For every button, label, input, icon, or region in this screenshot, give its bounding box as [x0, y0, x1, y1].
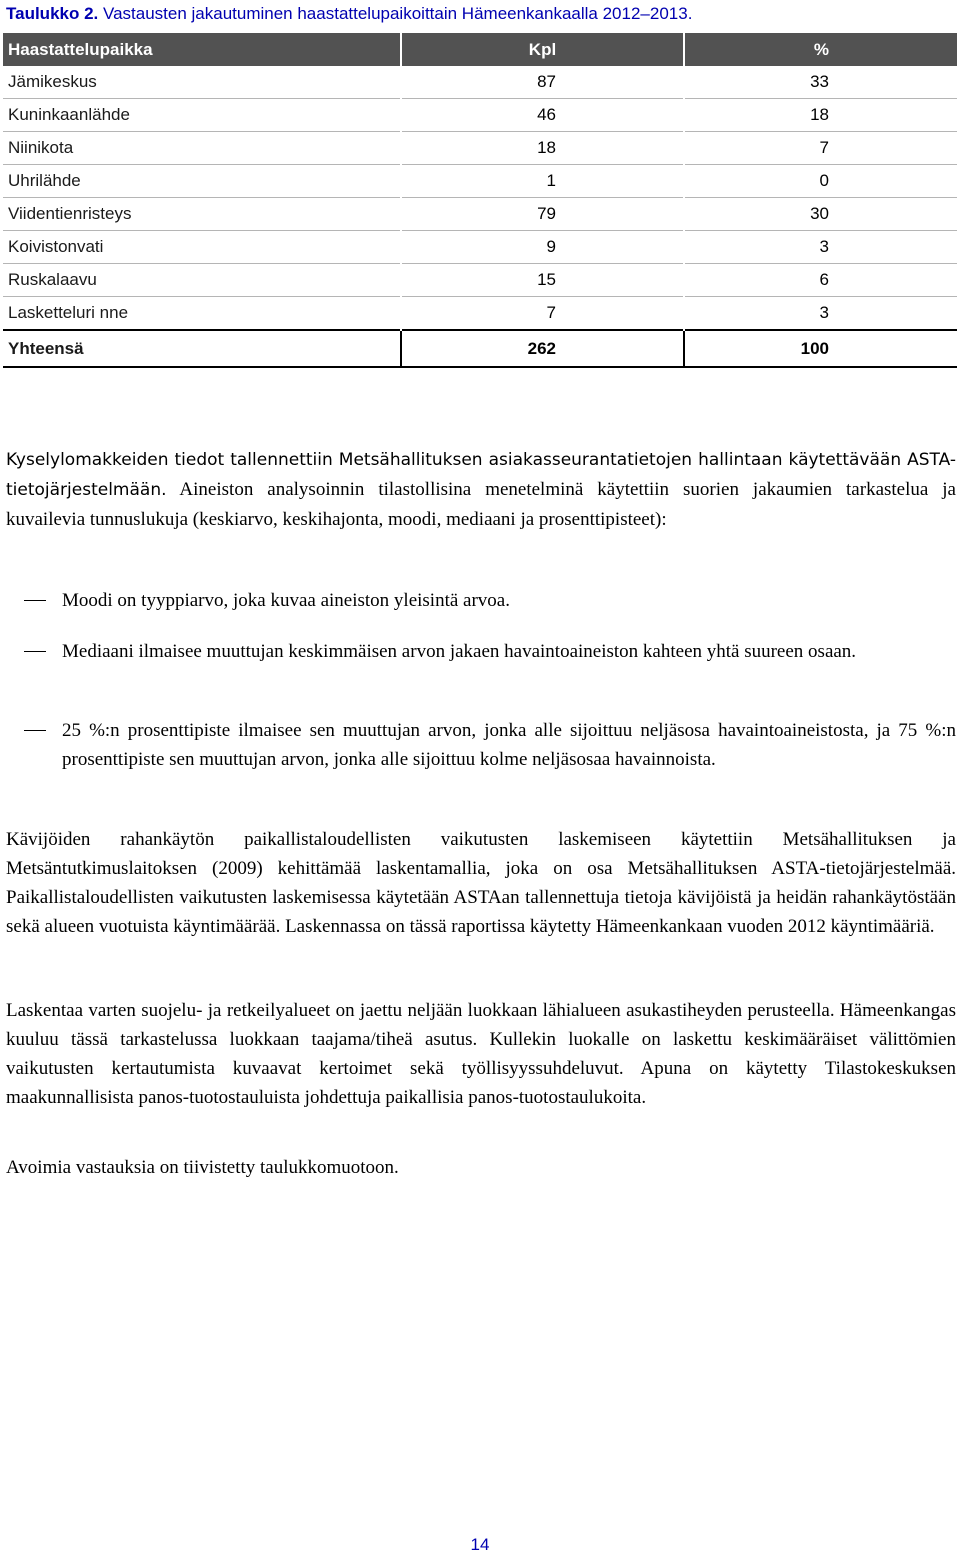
table-header-row — [3, 33, 957, 66]
cell-percent: 18 — [684, 99, 957, 132]
cell-count: 15 — [401, 264, 684, 297]
cell-count: 87 — [401, 66, 684, 99]
dash-bullet-icon — [24, 651, 46, 652]
cell-location: Niinikota — [3, 132, 401, 165]
table-row — [3, 132, 957, 165]
table-row — [3, 198, 957, 231]
cell-percent: 6 — [684, 264, 957, 297]
table-row — [3, 231, 957, 264]
bullet-text: Moodi on tyyppiarvo, joka kuvaa aineiston yleisintä arvoa. — [62, 590, 510, 611]
cell-percent: 33 — [684, 66, 957, 99]
cell-location: Lasketteluri nne — [3, 297, 401, 331]
paragraph-methods-serif: Aineiston analysoinnin tilastollisina menetelminä käytettiin suorien jakaumien tarkastelua ja kuvailevia tunnuslukuja (keskiarvo, keskihajonta, moodi, mediaani ja prosenttipisteet): — [6, 479, 956, 530]
interview-location-table — [3, 33, 957, 368]
cell-location: Jämikeskus — [3, 66, 401, 99]
paragraph-open-answers: Avoimia vastauksia on tiivistetty taulukkomuotoon. — [6, 1157, 399, 1178]
total-percent: 100 — [684, 330, 957, 367]
cell-location: Uhrilähde — [3, 165, 401, 198]
table-total-row — [3, 330, 957, 367]
cell-count: 79 — [401, 198, 684, 231]
cell-percent: 7 — [684, 132, 957, 165]
cell-percent: 0 — [684, 165, 957, 198]
dash-bullet-icon — [24, 600, 46, 601]
bullet-item-mode — [6, 586, 956, 615]
cell-percent: 30 — [684, 198, 957, 231]
header-count: Kpl — [401, 33, 684, 66]
bullet-item-percentile — [6, 716, 956, 774]
paragraph-methods-sans: Kyselylomakkeiden tiedot tallennettiin Metsähallituksen asiakasseurantatietojen hallintaan käytettävään ASTA-tietojärjestelmään. — [6, 450, 956, 500]
table-caption-text: Vastausten jakautuminen haastattelupaikoittain Hämeenkankaalla 2012–2013. — [98, 4, 693, 23]
paragraph-methods — [6, 446, 956, 535]
dash-bullet-icon — [24, 730, 46, 731]
paragraph-economic-impact: Kävijöiden rahankäytön paikallistaloudellisten vaikutusten laskemiseen käytettiin Metsähallituksen ja Metsäntutkimuslaitoksen (2009) kehittämää laskentamallia, joka on osa Metsähallituksen ASTA-tietojärjestelmää. Paikallistaloudellisten vaikutusten laskemisessa käytetään ASTAan tallennettuja tietoja kävijöistä ja heidän rahankäytöstään sekä alueen vuotuista käyntimäärää. Laskennassa on tässä raportissa käytetty Hämeenkankaan vuoden 2012 käyntimääriä. — [6, 829, 956, 937]
table-caption-label: Taulukko 2. — [6, 4, 99, 23]
cell-percent: 3 — [684, 297, 957, 331]
cell-location: Kuninkaanlähde — [3, 99, 401, 132]
cell-percent: 3 — [684, 231, 957, 264]
table-row — [3, 66, 957, 99]
cell-count: 1 — [401, 165, 684, 198]
cell-count: 18 — [401, 132, 684, 165]
cell-location: Viidentienristeys — [3, 198, 401, 231]
table-row — [3, 264, 957, 297]
cell-count: 9 — [401, 231, 684, 264]
cell-count: 7 — [401, 297, 684, 331]
cell-count: 46 — [401, 99, 684, 132]
bullet-text: Mediaani ilmaisee muuttujan keskimmäisen arvon jakaen havaintoaineiston kahteen yhtä suureen osaan. — [62, 641, 857, 662]
cell-location: Ruskalaavu — [3, 264, 401, 297]
bullet-text: 25 %:n prosenttipiste ilmaisee sen muuttujan arvon, jonka alle sijoittuu neljäsosa havaintoaineistosta, ja 75 %:n prosenttipiste sen muuttujan arvon, jonka alle sijoittuu kolme neljäsosaa havainnoista. — [62, 720, 956, 770]
header-location: Haastattelupaikka — [3, 33, 401, 66]
table-row — [3, 165, 957, 198]
cell-location: Koivistonvati — [3, 231, 401, 264]
total-count: 262 — [401, 330, 684, 367]
table-row — [3, 297, 957, 331]
total-label: Yhteensä — [3, 330, 401, 367]
header-percent: % — [684, 33, 957, 66]
table-caption — [6, 4, 692, 24]
bullet-item-median — [6, 637, 956, 666]
table-row — [3, 99, 957, 132]
page-number: 14 — [470, 1535, 490, 1554]
paragraph-calculation-classes: Laskentaa varten suojelu- ja retkeilyalueet on jaettu neljään luokkaan lähialueen asukastiheyden perusteella. Hämeenkangas kuuluu tässä tarkastelussa luokkaan taajama/tiheä asutus. Kullekin luokalle on laskettu keskimääräiset välittömien vaikutusten kertautumista kuvaavat kertoimet sekä työllisyyssuhdeluvut. Apuna on käytetty Tilastokeskuksen maakunnallisista panos-tuotostauluista johdettuja paikallisia panos-tuotostaulukoita. — [6, 1000, 956, 1108]
